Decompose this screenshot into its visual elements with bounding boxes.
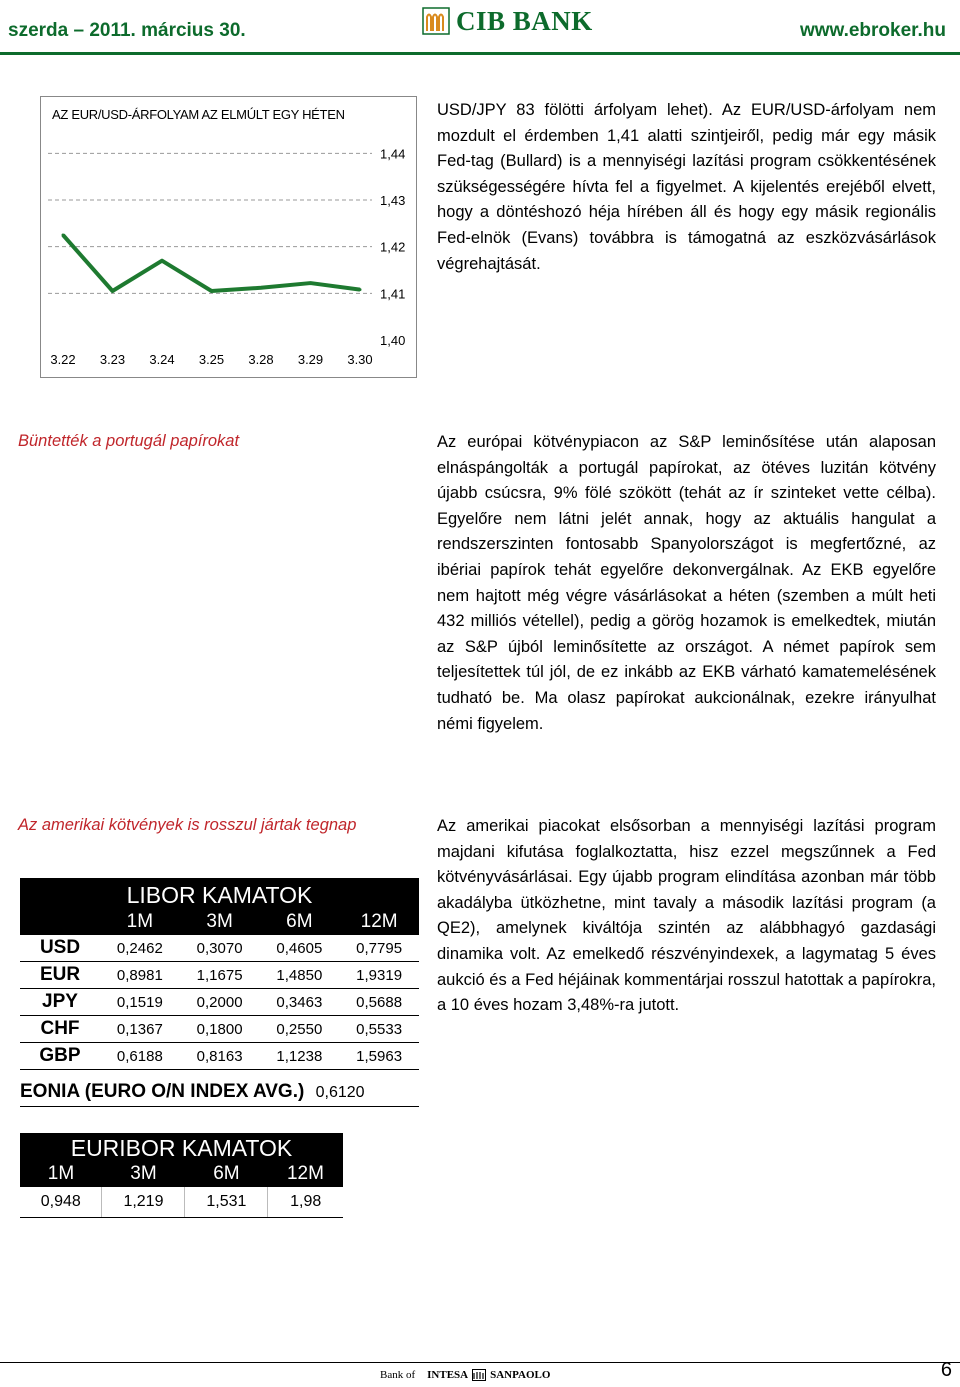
rate-cell: 0,1800 xyxy=(180,1016,260,1043)
currency-label: EUR xyxy=(20,962,100,989)
x-tick-label: 3.28 xyxy=(248,352,274,367)
euribor-table xyxy=(20,1133,343,1218)
page-number: 6 xyxy=(940,1359,952,1381)
libor-table xyxy=(20,878,419,1070)
data-point xyxy=(210,290,213,293)
data-point xyxy=(111,290,114,293)
rate-cell: 0,3070 xyxy=(180,935,260,962)
currency-label: USD xyxy=(20,935,100,962)
footer-divider xyxy=(0,1362,960,1363)
table-row xyxy=(20,1187,343,1218)
data-point xyxy=(309,282,312,285)
libor-header-cell: 3M xyxy=(180,908,260,935)
rate-cell: 1,1238 xyxy=(260,1043,340,1070)
rate-cell: 0,5688 xyxy=(339,989,419,1016)
eonia-label: EONIA (EURO O/N INDEX AVG.) xyxy=(20,1081,305,1102)
table-row xyxy=(20,1043,419,1070)
x-tick-label: 3.29 xyxy=(297,352,324,367)
bank-of-label: Bank of xyxy=(380,1369,416,1381)
rate-cell: 0,7795 xyxy=(339,935,419,962)
x-tick-label: 3.25 xyxy=(198,352,225,367)
data-point xyxy=(161,259,164,262)
intesa-label: INTESA xyxy=(427,1369,469,1381)
rate-cell: 0,1519 xyxy=(100,989,180,1016)
rate-cell: 1,219 xyxy=(102,1187,185,1218)
section-heading-us: Az amerikai kötvények is rosszul jártak tegnap xyxy=(18,816,357,834)
libor-header-cell: 6M xyxy=(260,908,340,935)
euribor-title: EURIBOR KAMATOK xyxy=(20,1133,343,1161)
bank-name: CIB BANK xyxy=(456,5,593,36)
rate-cell: 0,948 xyxy=(20,1187,102,1218)
libor-header-cell xyxy=(20,908,100,935)
currency-label: JPY xyxy=(20,989,100,1016)
y-tick-label: 1,42 xyxy=(380,239,406,255)
rate-cell: 0,5533 xyxy=(339,1016,419,1043)
y-tick-label: 1,43 xyxy=(380,193,406,208)
section-heading-portugal: Büntették a portugál papírokat xyxy=(18,432,240,450)
rate-cell: 0,4605 xyxy=(260,935,340,962)
intro-paragraph: USD/JPY 83 fölötti árfolyam lehet). Az EUR/USD-árfolyam nem mozdult el érdemben 1,41 alatti szintjeiről, pedig már egy másik Fed-tag (Bullard) is a mennyiségi lazítási program csökkentésének szükségességére hívta fel a figyelmet. A kijelentés erejéből elvett, hogy a döntéshozó héja hírében áll és hogy egy másik regionális Fed-elnök (Evans) továbbra is támogatná az eszközvásárlások végrehajtását. xyxy=(437,101,936,273)
header-url[interactable]: www.ebroker.hu xyxy=(799,20,946,41)
currency-label: CHF xyxy=(20,1016,100,1043)
section-body-us: Az amerikai piacokat elsősorban a mennyiségi lazítási program majdani kifutása foglalkoztatta, hisz ezzel megszűnnek a Fed kötvényvásárlásai. Egy újabb program elindítása azonban már több akadályba ütközhetne, mint tavaly a második lazítási program (a QE2), amelynek kiváltója szintén az alábbhagyó gazdasági dinamika volt. Az emelkedő részvényindexek, a lagymatag 5 éves aukció és a Fed héjáinak kommentárjai rosszul hatottak a papírokra, a 10 éves hozam 3,48%-ra jutott. xyxy=(437,817,936,1015)
rate-cell: 0,2550 xyxy=(260,1016,340,1043)
chart-title: AZ EUR/USD-ÁRFOLYAM AZ ELMÚLT EGY HÉTEN xyxy=(52,107,345,122)
currency-label: GBP xyxy=(20,1043,100,1070)
eurusd-chart xyxy=(0,0,430,380)
libor-header-cell: 12M xyxy=(339,908,419,935)
rate-cell: 0,6188 xyxy=(100,1043,180,1070)
sanpaolo-label: SANPAOLO xyxy=(490,1369,551,1381)
rate-cell: 1,1675 xyxy=(180,962,260,989)
rate-cell: 1,531 xyxy=(185,1187,268,1218)
eonia-row xyxy=(20,1081,419,1107)
x-tick-label: 3.30 xyxy=(347,352,373,367)
section-body-portugal: Az európai kötvénypiacon az S&P leminősítése után alaposan elnáspángolták a portugál papírokat, az ötéves luzitán kötvény újabb csúcsra, 9% fölé szökött (tehát az ír szinteket vette célba). Egyelőre nem látni jelét annak, hogy az aktuális hangulat a rendszerszinten fontosabb Spanyolországot is megfertőzné, az ibériai papírok tehát egyelőre dekonvergálnak. Az EKB egyelőre nem hajtott még végre vásárlásokat a héten (szemben a múlt heti 432 milliós vétellel), pedig a görög hozamok is emelkedtek, miután az S&P újból leminősítette az országot. A német papírok sem teljesítettek túl jól, de ez inkább az EKB várható kamatemelésének tudható be. Ma olasz papírokat aukcionálnak, ezekre irányulhat némi figyelem. xyxy=(437,433,936,733)
rate-cell: 0,1367 xyxy=(100,1016,180,1043)
libor-header-cell: 1M xyxy=(100,908,180,935)
table-row xyxy=(20,962,419,989)
euribor-header-cell: 3M xyxy=(102,1161,185,1187)
rate-cell: 1,4850 xyxy=(260,962,340,989)
rate-cell: 0,3463 xyxy=(260,989,340,1016)
table-row xyxy=(20,1016,419,1043)
series-line xyxy=(63,235,360,291)
intesa-emblem-icon xyxy=(472,1369,486,1381)
libor-title: LIBOR KAMATOK xyxy=(20,878,419,908)
x-tick-label: 3.24 xyxy=(149,352,175,367)
header-date: szerda – 2011. március 30. xyxy=(8,20,246,41)
table-row xyxy=(20,989,419,1016)
rate-cell: 1,98 xyxy=(268,1187,343,1218)
rate-cell: 0,8163 xyxy=(180,1043,260,1070)
euribor-header-cell: 6M xyxy=(185,1161,268,1187)
rate-cell: 1,9319 xyxy=(339,962,419,989)
table-row xyxy=(20,935,419,962)
y-tick-label: 1,41 xyxy=(380,286,406,302)
euribor-header-row xyxy=(20,1161,343,1187)
x-tick-label: 3.22 xyxy=(50,352,76,367)
data-point xyxy=(359,288,362,291)
x-tick-label: 3.23 xyxy=(99,352,126,367)
euribor-header-cell: 1M xyxy=(20,1161,102,1187)
rate-cell: 0,2000 xyxy=(180,989,260,1016)
y-tick-label: 1,44 xyxy=(380,146,406,162)
eonia-value: 0,6120 xyxy=(315,1084,365,1101)
data-point xyxy=(260,286,263,289)
rate-cell: 1,5963 xyxy=(339,1043,419,1070)
libor-header-row xyxy=(20,908,419,935)
y-tick-label: 1,40 xyxy=(380,333,406,348)
intesa-sanpaolo-logo xyxy=(380,1369,550,1381)
cib-logo xyxy=(422,4,593,38)
rate-cell: 0,8981 xyxy=(100,962,180,989)
rate-cell: 0,2462 xyxy=(100,935,180,962)
data-point xyxy=(62,234,65,237)
euribor-header-cell: 12M xyxy=(268,1161,343,1187)
